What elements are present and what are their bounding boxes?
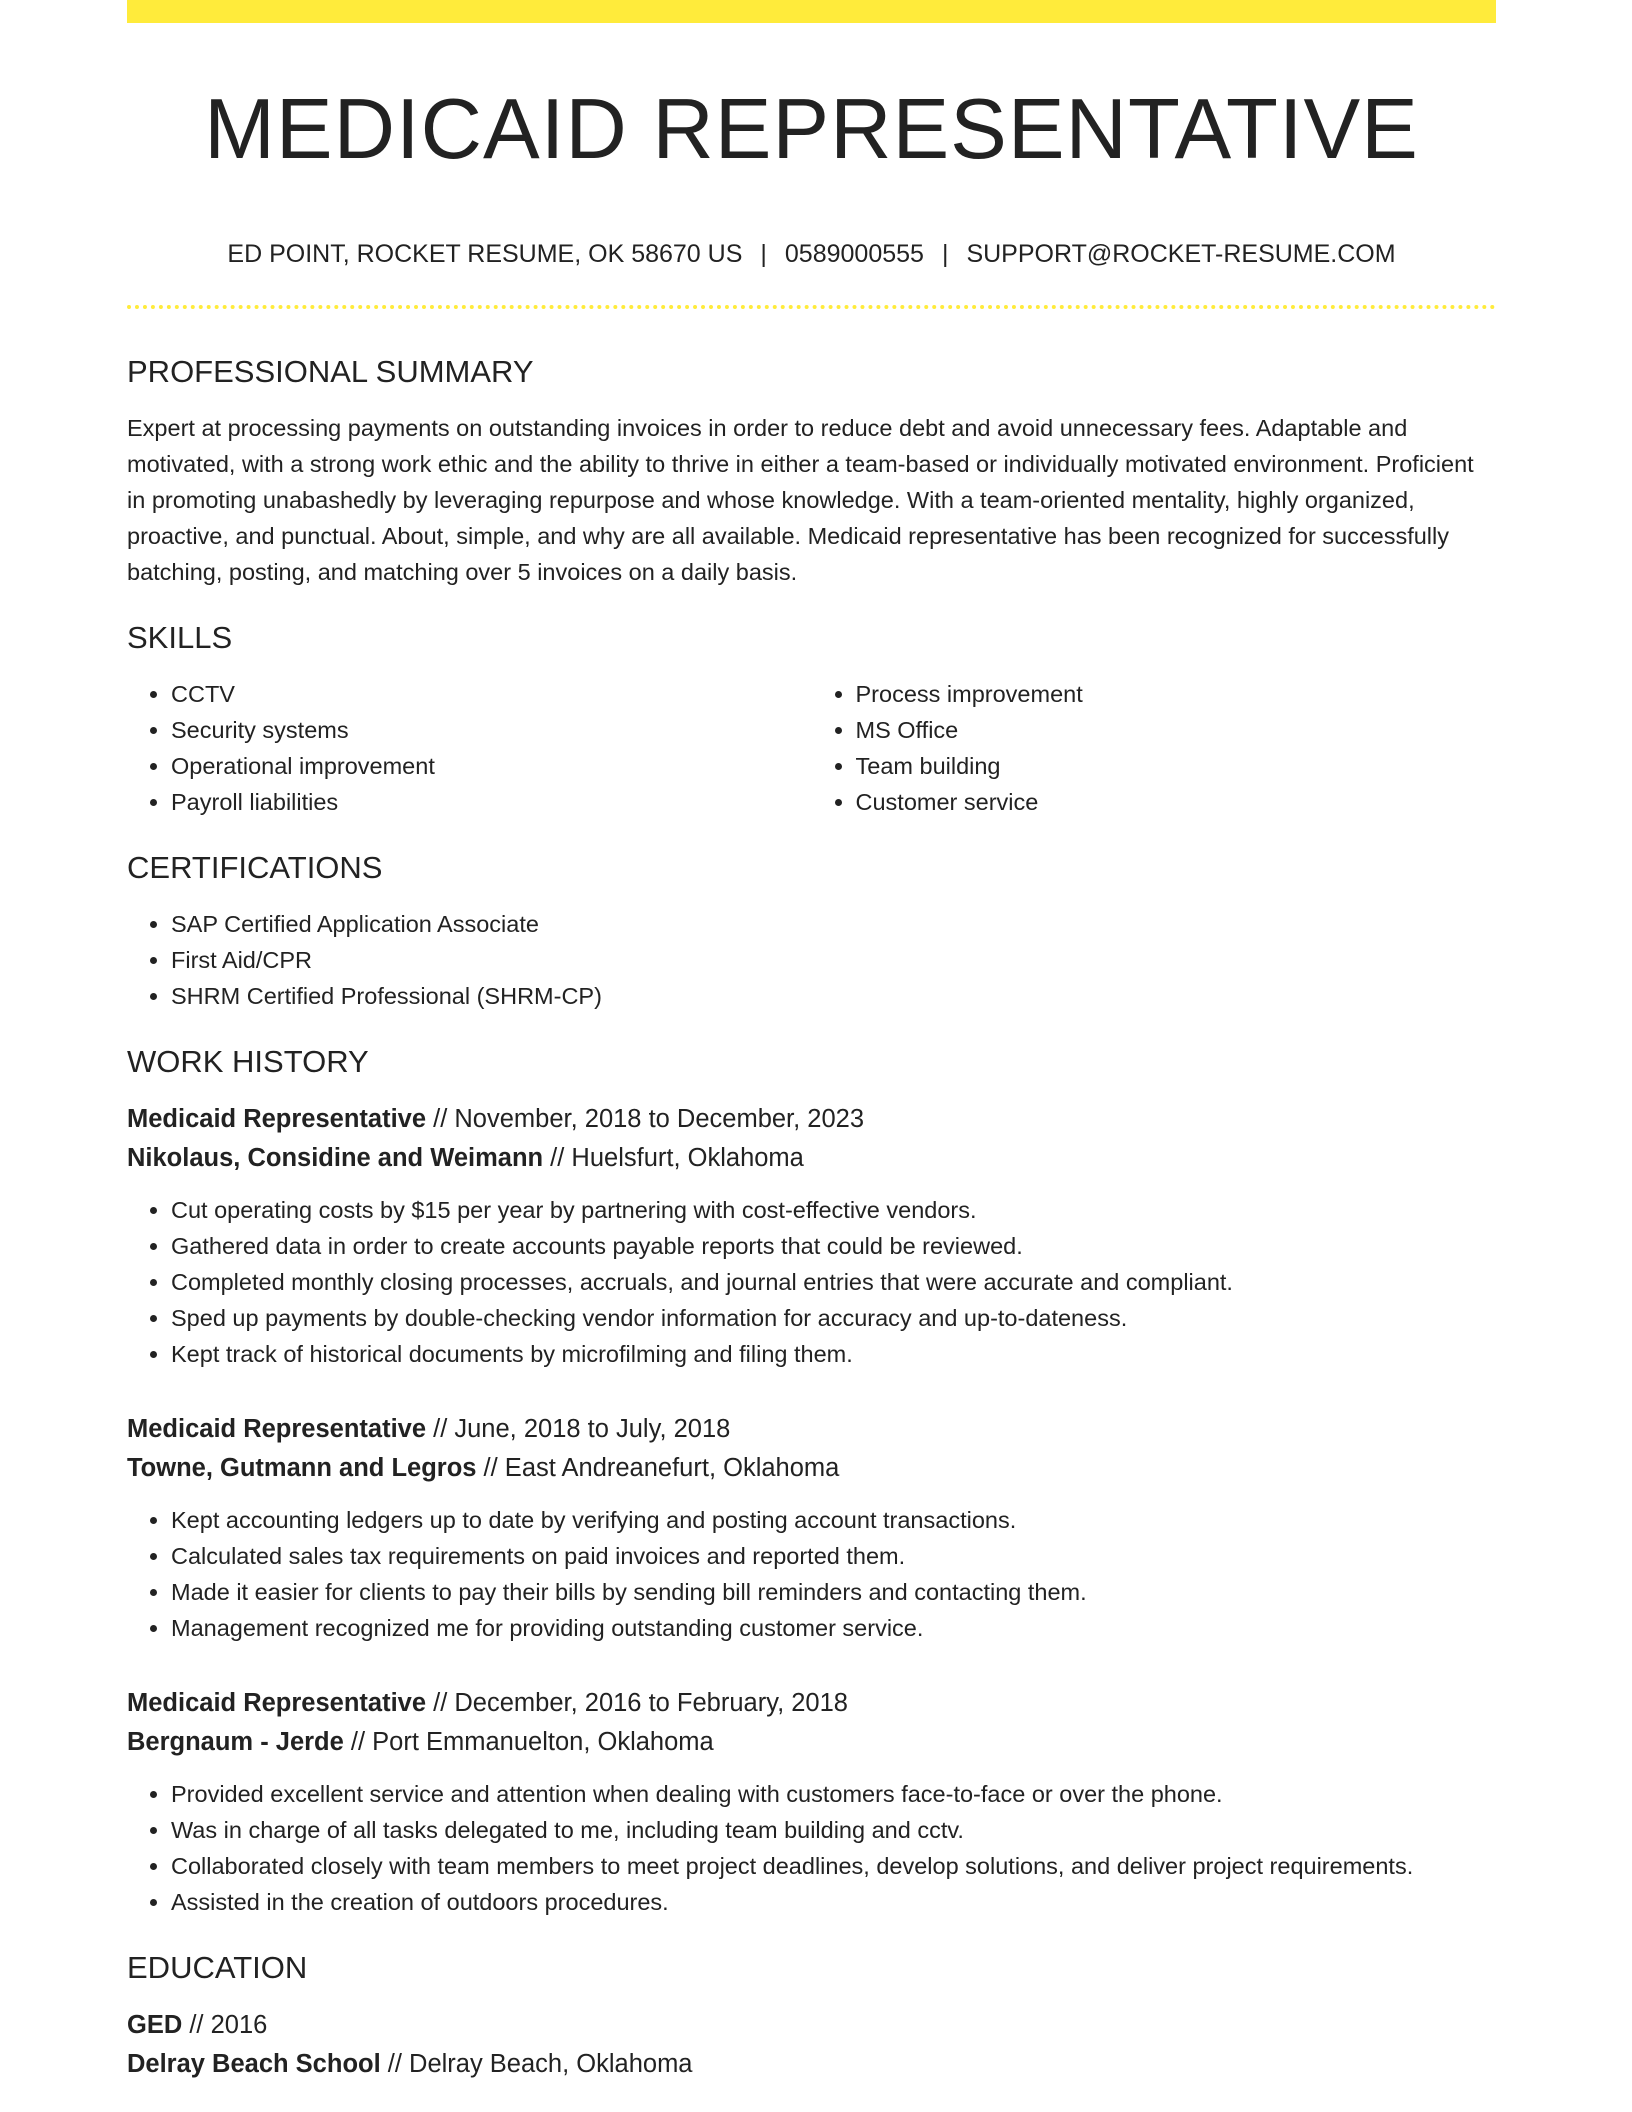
address: ED POINT, ROCKET RESUME, OK 58670 US (227, 240, 743, 268)
dotted-divider (127, 305, 1496, 309)
job-dates: // December, 2016 to February, 2018 (426, 1689, 848, 1717)
job-bullet: • Provided excellent service and attention when dealing with customers face-to-face or over the phone. (171, 1776, 1496, 1812)
job-bullets (127, 1192, 1496, 1372)
skill-item: • Operational improvement (171, 748, 812, 784)
job-dates: // June, 2018 to July, 2018 (426, 1415, 731, 1443)
education-section (127, 1948, 1496, 2084)
job-role: Medicaid Representative (127, 1415, 427, 1443)
job-location: // Huelsfurt, Oklahoma (543, 1144, 804, 1172)
job-role: Medicaid Representative (127, 1689, 427, 1717)
summary-section (127, 352, 1496, 590)
degree: GED (127, 2011, 183, 2039)
certifications-list (127, 906, 1496, 1014)
job-bullet: • Gathered data in order to create accounts payable reports that could be reviewed. (171, 1228, 1496, 1264)
section-title: WORK HISTORY (127, 1044, 369, 1079)
school-line (127, 2045, 1496, 2084)
school-location: // Delray Beach, Oklahoma (380, 2050, 693, 2078)
job-bullet: • Kept track of historical documents by microfilming and filing them. (171, 1336, 1496, 1372)
job-title-line (127, 1410, 1496, 1449)
job-bullet: • Assisted in the creation of outdoors procedures. (171, 1884, 1496, 1920)
job-company-line (127, 1139, 1496, 1178)
job-bullet: • Sped up payments by double-checking vendor information for accuracy and up-to-dateness. (171, 1300, 1496, 1336)
job-bullet: • Collaborated closely with team members to meet project deadlines, develop solutions, and deliver project requirements. (171, 1848, 1496, 1884)
job-bullet: • Completed monthly closing processes, accruals, and journal entries that were accurate and compliant. (171, 1264, 1496, 1300)
skills-section (127, 618, 1496, 820)
phone: 0589000555 (784, 240, 924, 268)
job-location: // East Andreanefurt, Oklahoma (476, 1454, 840, 1482)
job-company-line (127, 1449, 1496, 1488)
contact-line (127, 236, 1496, 272)
education-entry (127, 2006, 1496, 2084)
job-entry (127, 1410, 1496, 1646)
skill-item: • Security systems (171, 712, 812, 748)
skill-item: • Payroll liabilities (171, 784, 812, 820)
job-location: // Port Emmanuelton, Oklahoma (343, 1728, 714, 1756)
skill-item: • MS Office (856, 712, 1497, 748)
top-accent-bar (127, 0, 1496, 23)
school-name: Delray Beach School (127, 2050, 381, 2078)
skill-item: • Customer service (856, 784, 1497, 820)
job-bullets (127, 1502, 1496, 1646)
degree-line (127, 2006, 1496, 2045)
certifications-section (127, 848, 1496, 1014)
section-title: SKILLS (127, 620, 233, 655)
candidate-title: MEDICAID REPRESENTATIVE (204, 82, 1419, 177)
job-bullet: • Calculated sales tax requirements on paid invoices and reported them. (171, 1538, 1496, 1574)
job-entry (127, 1100, 1496, 1372)
job-entry (127, 1684, 1496, 1920)
job-company-line (127, 1723, 1496, 1762)
job-title-line (127, 1684, 1496, 1723)
section-title: CERTIFICATIONS (127, 850, 383, 885)
job-title-line (127, 1100, 1496, 1139)
job-role: Medicaid Representative (127, 1105, 427, 1133)
skills-list-left (127, 676, 812, 820)
email[interactable]: SUPPORT@ROCKET-RESUME.COM (966, 240, 1396, 268)
separator: | (760, 240, 767, 268)
job-bullet: • Made it easier for clients to pay their bills by sending bill reminders and contacting them. (171, 1574, 1496, 1610)
certification-item: • SHRM Certified Professional (SHRM-CP) (171, 978, 1496, 1014)
job-company: Towne, Gutmann and Legros (127, 1454, 477, 1482)
degree-year: // 2016 (182, 2011, 268, 2039)
job-company: Bergnaum - Jerde (127, 1728, 344, 1756)
job-bullet: • Kept accounting ledgers up to date by verifying and posting account transactions. (171, 1502, 1496, 1538)
resume-content (127, 352, 1496, 2084)
skill-item: • Process improvement (856, 676, 1497, 712)
job-bullet: • Management recognized me for providing outstanding customer service. (171, 1610, 1496, 1646)
certification-item: • First Aid/CPR (171, 942, 1496, 978)
job-company: Nikolaus, Considine and Weimann (127, 1144, 544, 1172)
skills-grid (127, 676, 1496, 820)
certification-item: • SAP Certified Application Associate (171, 906, 1496, 942)
skill-item: • CCTV (171, 676, 812, 712)
job-bullet: • Cut operating costs by $15 per year by partnering with cost-effective vendors. (171, 1192, 1496, 1228)
skill-item: • Team building (856, 748, 1497, 784)
job-bullets (127, 1776, 1496, 1920)
summary-text: Expert at processing payments on outstanding invoices in order to reduce debt and avoid unnecessary fees. Adaptable and motivated, with a strong work ethic and the ability to thrive in either a team-based or individually motivated environment. Proficient in promoting unabashedly by leveraging repurpose and whose knowledge. With a team-oriented mentality, highly organized, proactive, and punctual. About, simple, and why are all available. Medicaid representative has been recognized for successfully batching, posting, and matching over 5 invoices on a daily basis. (127, 415, 1474, 585)
job-dates: // November, 2018 to December, 2023 (426, 1105, 865, 1133)
skills-list-right (812, 676, 1497, 820)
section-title: PROFESSIONAL SUMMARY (127, 354, 534, 389)
job-bullet: • Was in charge of all tasks delegated to me, including team building and cctv. (171, 1812, 1496, 1848)
separator: | (941, 240, 949, 268)
work-history-section (127, 1042, 1496, 1920)
section-title: EDUCATION (127, 1950, 308, 1985)
